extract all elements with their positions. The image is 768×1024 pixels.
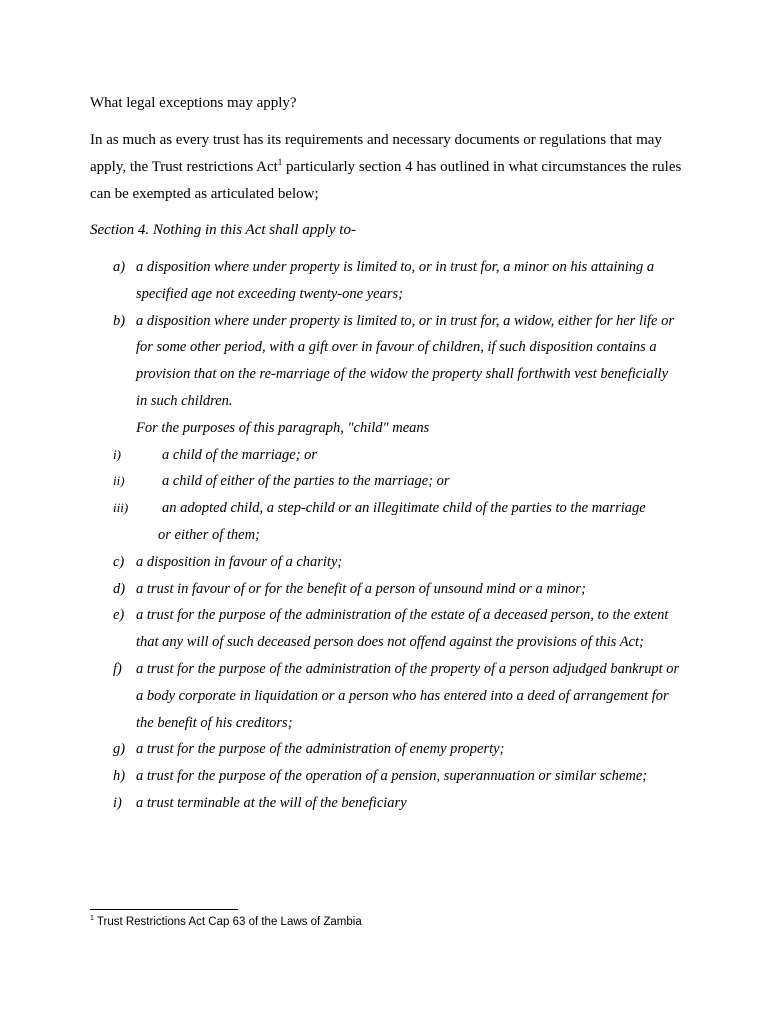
list-item — [0, 308, 768, 415]
list-item-text: a trust for the purpose of the administration of enemy property; — [136, 741, 505, 758]
sub-list-item — [0, 468, 768, 495]
list-item — [0, 736, 768, 763]
list-marker: g) — [113, 741, 126, 758]
list-marker: i) — [113, 794, 122, 811]
footnote-reference[interactable]: 1 — [277, 157, 283, 167]
list-item-text: a trust for the purpose of the administration of the estate of a deceased person, to the extent that any will of such deceased person does not offend against the provisions of this Act; — [136, 607, 669, 651]
sub-list-marker: i) — [113, 446, 121, 462]
sub-list-item-text-continuation: or either of them; — [158, 526, 260, 543]
intro-text-end: particularly section 4 has outlined in what circumstances the rules can be exempted as articulated below; — [90, 159, 682, 202]
footnote-separator — [90, 909, 238, 910]
intro-text-start: In as much as every trust has its requirements and necessary documents or regulations that may apply, the Trust restrictions Act — [90, 132, 662, 175]
list-marker: c) — [113, 553, 125, 570]
list-marker: b) — [113, 312, 126, 329]
footnote-text: Trust Restrictions Act Cap 63 of the Laws of Zambia — [93, 916, 362, 928]
intro-paragraph — [90, 127, 690, 208]
list-item-text: a trust for the purpose of the operation of a pension, superannuation or similar scheme; — [136, 768, 648, 785]
list-item-text: a trust for the purpose of the administration of the property of a person adjudged bankrupt or a body corporate in liquidation or a person who has entered into a deed of arrangement for the benefit of his creditors; — [136, 660, 680, 731]
child-definition: For the purposes of this paragraph, "child" means — [136, 419, 430, 436]
list-marker: d) — [113, 580, 126, 597]
list-item — [0, 576, 768, 603]
sub-list-item-text: a child of the marriage; or — [162, 446, 318, 463]
list-item-text: a trust terminable at the will of the beneficiary — [136, 794, 407, 811]
footnote — [90, 914, 362, 930]
list-marker: f) — [113, 660, 122, 677]
footnote-mark: 1 — [90, 915, 94, 923]
section-title: Section 4. Nothing in this Act shall apply to- — [90, 222, 356, 238]
list-item — [0, 790, 768, 817]
list-item-text: a disposition in favour of a charity; — [136, 553, 343, 570]
sub-list-item — [0, 442, 768, 469]
sub-list-item-text — [158, 495, 677, 549]
list-marker: h) — [113, 768, 126, 785]
list-item-text: a disposition where under property is limited to, or in trust for, a widow, either for her life or for some other period, with a gift over in favour of children, if such disposition contains a provision that on the re-marriage of the widow the property shall forthwith vest beneficially in such children. — [136, 312, 674, 409]
sub-list-item-text-line: an adopted child, a step-child or an illegitimate child of the parties to the marriage — [162, 500, 646, 517]
sub-list-marker: iii) — [113, 500, 129, 516]
exceptions-list — [0, 254, 768, 817]
sub-list-item-text: a child of either of the parties to the marriage; or — [162, 473, 450, 490]
list-item — [0, 656, 768, 736]
list-item — [0, 602, 768, 656]
list-marker: a) — [113, 259, 126, 275]
list-item — [0, 549, 768, 576]
sub-list-marker: ii) — [113, 473, 125, 489]
list-item — [0, 763, 768, 790]
list-item-text: a disposition where under property is limited to, or in trust for, a minor on his attaining a specified age not exceeding twenty-one years; — [136, 259, 655, 302]
question-heading: What legal exceptions may apply? — [90, 95, 297, 111]
list-item — [0, 254, 768, 308]
list-marker: e) — [113, 607, 125, 624]
list-item-text: a trust in favour of or for the benefit of a person of unsound mind or a minor; — [136, 580, 586, 597]
sub-list-item — [0, 495, 768, 549]
